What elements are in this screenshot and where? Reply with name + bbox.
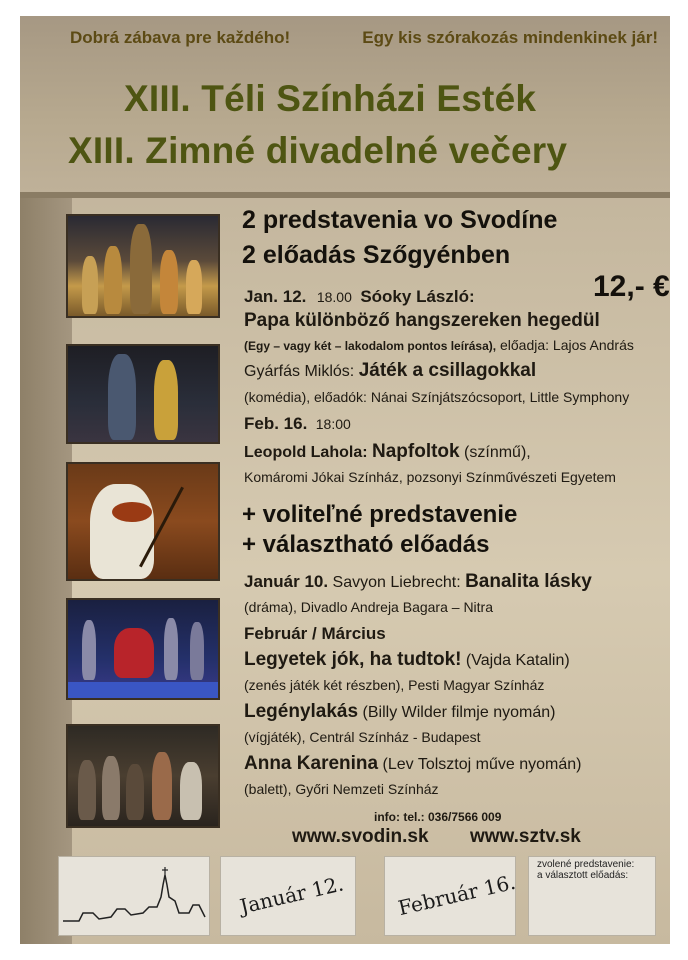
event-2-date: Feb. 16. — [244, 414, 308, 433]
chosen-show-label-hungarian: a választott előadás: — [537, 870, 629, 881]
optional-line-slovak: + voliteľné predstavenie — [242, 501, 518, 528]
village-skyline-icon — [59, 857, 209, 935]
event-1-second-detail: (komédia), előadók: Nánai Színjátszócsoport, Little Symphony — [244, 389, 630, 405]
option-2-detail: (zenés játék két részben), Pesti Magyar Színház — [244, 677, 545, 693]
header-band — [20, 16, 670, 198]
event-1-date: Jan. 12. — [244, 287, 307, 306]
option-3-author: (Billy Wilder filmje nyomán) — [358, 704, 556, 721]
option-4-detail: (balett), Győri Nemzeti Színház — [244, 781, 439, 797]
footer-box-date-1 — [220, 856, 356, 936]
poster — [20, 16, 670, 944]
event-1-note — [244, 337, 634, 355]
intro-line-hungarian: 2 előadás Szőgyénben — [242, 241, 511, 269]
event-1-note-paren: (Egy – vagy két – lakodalom pontos leírása), — [244, 339, 497, 353]
event-2-play — [244, 441, 531, 463]
option-1-header — [244, 571, 592, 593]
event-2-title: Napfoltok — [372, 441, 460, 462]
footer-box-date-2 — [384, 856, 516, 936]
option-4-header — [244, 753, 581, 775]
footer-box-chosen-show — [528, 856, 656, 936]
handwritten-date-1: Január 12. — [237, 871, 346, 919]
event-2-genre: (színmű), — [459, 444, 531, 461]
option-1-date: Január 10. — [244, 572, 329, 591]
option-1-title: Banalita lásky — [465, 571, 592, 592]
option-2-author: (Vajda Katalin) — [461, 652, 570, 669]
photo-ensemble — [66, 724, 220, 828]
event-1-header — [244, 287, 475, 307]
optional-line-hungarian: + választható előadás — [242, 531, 490, 558]
event-2-author: Leopold Lahola: — [244, 444, 372, 461]
event-2-header — [244, 414, 351, 434]
photo-couple — [66, 344, 220, 444]
option-2-header — [244, 649, 570, 671]
festival-title-slovak: XIII. Zimné divadelné večery — [68, 130, 568, 171]
contact-info: info: tel.: 036/7566 009 — [374, 810, 502, 824]
footer-box-skyline — [58, 856, 210, 936]
event-1-performer: előadja: Lajos András — [496, 337, 634, 353]
photo-dancers — [66, 598, 220, 700]
tagline-hungarian: Egy kis szórakozás mindenkinek jár! — [362, 28, 658, 47]
handwritten-date-2: Február 16. — [395, 869, 518, 921]
option-months: Február / Március — [244, 624, 386, 643]
event-1-second-author: Gyárfás Miklós: — [244, 363, 359, 380]
website-svodin[interactable]: www.svodin.sk — [292, 826, 429, 847]
ticket-price: 12,- € — [593, 270, 670, 303]
option-4-title: Anna Karenina — [244, 753, 379, 774]
event-1-second-play — [244, 360, 536, 382]
option-3-detail: (vígjáték), Centrál Színház - Budapest — [244, 729, 481, 745]
option-4-author: (Lev Tolsztoj műve nyomán) — [378, 756, 582, 773]
option-3-header — [244, 701, 555, 723]
chosen-show-label-slovak: zvolené predstavenie: — [537, 859, 635, 870]
intro-line-slovak: 2 predstavenia vo Svodíne — [242, 206, 558, 234]
option-1-author: Savyon Liebrecht: — [328, 574, 466, 591]
tagline-slovak: Dobrá zábava pre každého! — [70, 28, 291, 47]
event-1-author: Sóoky László: — [360, 287, 475, 306]
photo-violinist — [66, 462, 220, 581]
option-1-detail: (dráma), Divadlo Andreja Bagara – Nitra — [244, 599, 494, 615]
event-2-detail: Komáromi Jókai Színház, pozsonyi Színművészeti Egyetem — [244, 469, 616, 485]
event-2-time: 18:00 — [315, 416, 351, 432]
option-3-title: Legénylakás — [244, 701, 359, 722]
option-2-title: Legyetek jók, ha tudtok! — [244, 649, 462, 670]
event-1-time: 18.00 — [316, 289, 352, 305]
event-1-title: Papa különböző hangszereken hegedül — [244, 310, 600, 331]
event-1-second-title: Játék a csillagokkal — [358, 360, 537, 381]
photo-stage-crowd — [66, 214, 220, 318]
website-sztv[interactable]: www.sztv.sk — [470, 826, 581, 847]
festival-title-hungarian: XIII. Téli Színházi Esték — [124, 78, 537, 119]
